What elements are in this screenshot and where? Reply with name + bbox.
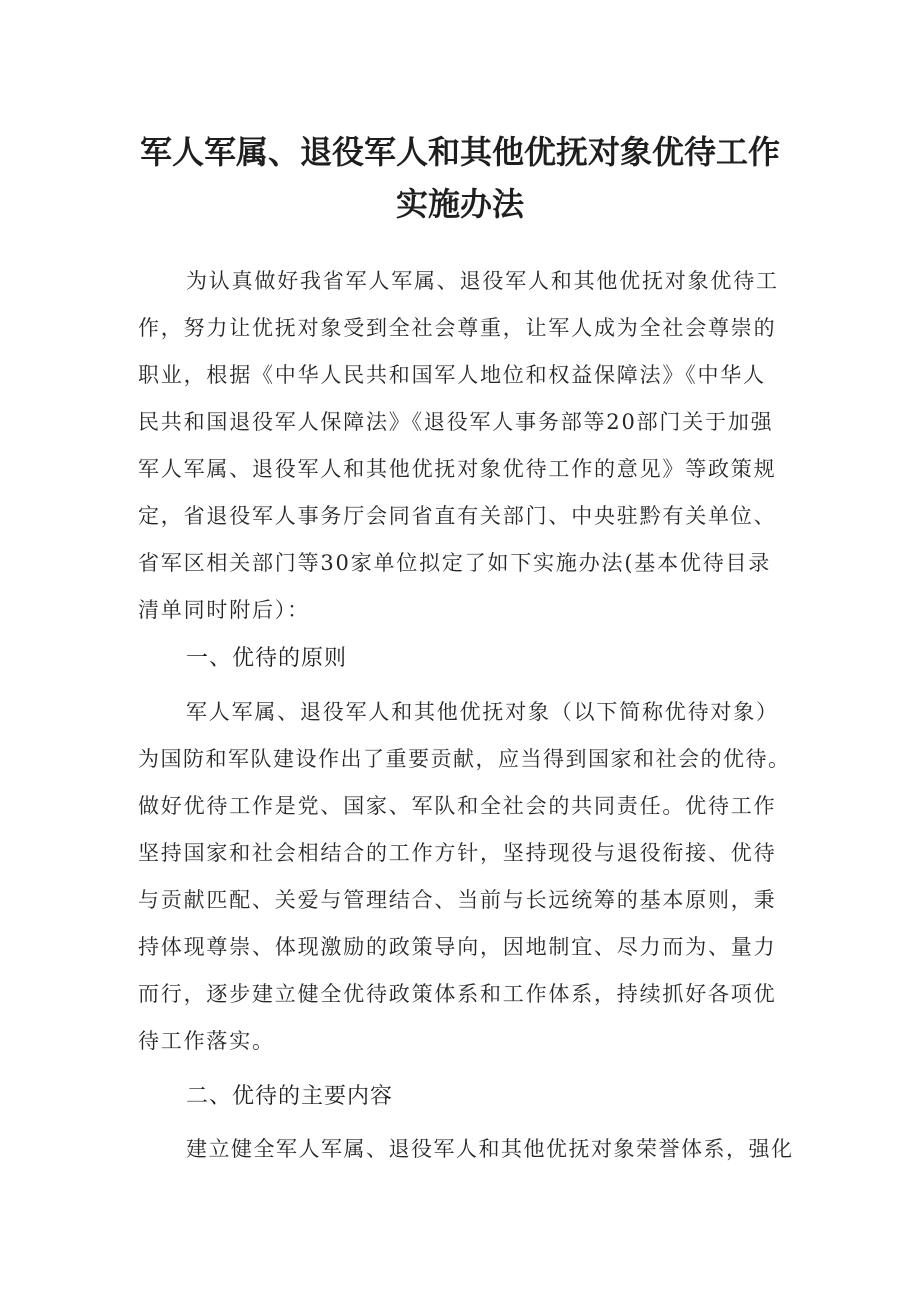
section-1-heading: 一、优待的原则 [186, 646, 348, 671]
section-1-line: 坚持国家和社会相结合的工作方针，坚持现役与退役衔接、优待 [138, 841, 777, 865]
intro-paragraph-line: 职业，根据《中华人民共和国军人地位和权益保障法》《中华人 [138, 363, 766, 387]
intro-paragraph-line: 定，省退役军人事务厅会同省直有关部门、中央驻黔有关单位、 [138, 504, 777, 528]
section-1-line: 做好优待工作是党、国家、军队和全社会的共同责任。优待工作 [138, 794, 777, 818]
intro-paragraph-line: 作，努力让优抚对象受到全社会尊重，让军人成为全社会尊崇的 [138, 316, 777, 340]
section-1-line: 持体现尊崇、体现激励的政策导向，因地制宜、尽力而为、量力 [138, 935, 777, 959]
intro-paragraph-line: 为认真做好我省军人军属、退役军人和其他优抚对象优待工 [186, 269, 779, 293]
intro-paragraph-line: 省军区相关部门等30家单位拟定了如下实施办法(基本优待目录 [138, 551, 772, 575]
intro-paragraph-line: 清单同时附后）： [138, 598, 310, 622]
intro-paragraph-line: 军人军属、退役军人和其他优抚对象优待工作的意见》等政策规 [138, 457, 777, 481]
section-1-line: 与贡献匹配、关爱与管理结合、当前与长远统筹的基本原则，秉 [138, 888, 777, 912]
document-title-line-2: 实施办法 [395, 185, 524, 223]
intro-paragraph-line: 民共和国退役军人保障法》《退役军人事务部等20部门关于加强 [138, 410, 774, 434]
section-1-line: 而行，逐步建立健全优待政策体系和工作体系，持续抓好各项优 [138, 982, 777, 1006]
section-2-line: 建立健全军人军属、退役军人和其他优抚对象荣誉体系，强化 [186, 1137, 794, 1161]
section-1-line: 为国防和军队建设作出了重要贡献，应当得到国家和社会的优待。 [138, 747, 791, 771]
section-2-heading: 二、优待的主要内容 [186, 1084, 394, 1109]
section-1-line: 军人军属、退役军人和其他优抚对象（以下简称优待对象） [186, 700, 779, 724]
section-1-line: 待工作落实。 [138, 1029, 275, 1053]
document-title-line-1: 军人军属、退役军人和其他优抚对象优待工作 [139, 133, 780, 171]
